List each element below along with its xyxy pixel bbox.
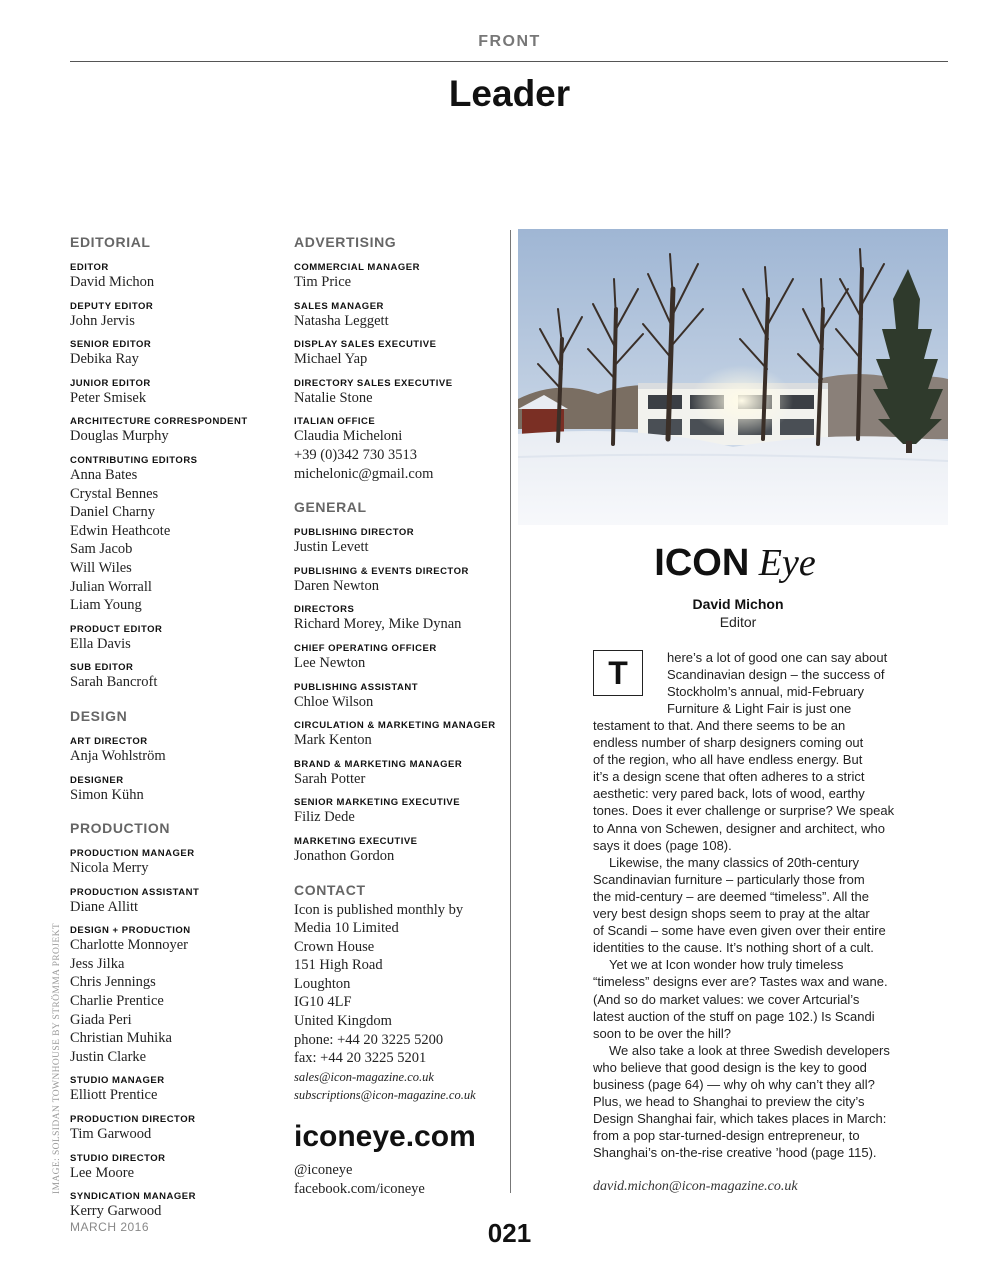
title-eye-word: Eye [758,542,816,584]
staff-name: Sarah Potter [294,770,366,787]
staff-name: Crystal Bennes [70,485,159,502]
role-label: ART DIRECTOR [70,735,148,747]
editor-email-link[interactable]: david.michon@icon-magazine.co.uk [593,1179,798,1194]
masthead-column-right [294,224,504,1198]
role-label: SUB EDITOR [70,662,134,674]
drop-cap: T [593,650,643,696]
article-line: aesthetic: very pared back, lots of wood, earthy [593,786,865,802]
role-label: DESIGN + PRODUCTION [70,925,191,937]
staff-name: Anna Bates [70,466,138,483]
role-label: DISPLAY SALES EXECUTIVE [294,339,437,351]
article-line: “timeless” designs ever are? Tastes wax and wane. [593,974,888,990]
staff-name: Lee Moore [70,1164,135,1181]
article-line: tones. Does it ever challenge or surprise? We speak [593,803,895,819]
staff-name: Diane Allitt [70,898,139,915]
role-label: PRODUCTION DIRECTOR [70,1114,196,1126]
staff-name: Tim Price [294,274,352,290]
article-body-intro [667,649,952,717]
staff-name: Douglas Murphy [70,428,169,445]
staff-name: Lee Newton [294,654,366,671]
staff-name: Simon Kühn [70,786,144,803]
staff-name: Daniel Charny [70,504,155,521]
staff-name: +39 (0)342 730 3513 [294,446,417,463]
staff-name: Sam Jacob [70,541,133,558]
article-line: from a pop star-turned-design entrepreneur, to [593,1128,860,1144]
role-label: MARKETING EXECUTIVE [294,835,418,847]
staff-name: Filiz Dede [294,809,355,826]
article-line: We also take a look at three Swedish developers [609,1042,890,1058]
role-label: DIRECTORS [294,604,355,616]
article-line: testament to that. And there seems to be an [593,718,846,733]
role-label: PUBLISHING ASSISTANT [294,681,419,693]
staff-name: Mark Kenton [294,732,372,749]
hero-photo [518,229,948,525]
staff-name: Will Wiles [70,559,132,576]
staff-name: Anja Wohlström [70,747,166,764]
contact-email-link[interactable]: sales@icon-magazine.co.uk [294,1069,434,1084]
article-line: Yet we at Icon wonder how truly timeless [609,957,844,973]
article-line: endless number of sharp designers coming out [593,735,864,751]
role-label: PUBLISHING DIRECTOR [294,527,415,539]
contact-email-link[interactable]: subscriptions@icon-magazine.co.uk [294,1088,476,1103]
production-heading: PRODUCTION [70,820,171,837]
staff-name: Justin Clarke [70,1048,147,1065]
article-line: business (page 64) — why oh why can’t they all? [593,1076,875,1092]
design-group [70,706,280,804]
masthead-column-left [70,224,280,1221]
design-heading: DESIGN [70,707,128,724]
general-heading: GENERAL [294,499,367,516]
role-label: COMMERCIAL MANAGER [294,262,420,273]
editorial-group [70,232,280,692]
role-label: DIRECTORY SALES EXECUTIVE [294,377,453,389]
role-label: CHIEF OPERATING OFFICER [294,642,437,654]
role-label: ITALIAN OFFICE [294,416,376,428]
article-line: of Scandi – some have even given over their entire [593,923,886,939]
article-line: Plus, we head to Shanghai to preview the city’s [593,1094,865,1110]
role-label: DEPUTY EDITOR [70,300,154,312]
social-links [294,1161,504,1198]
advertising-heading: ADVERTISING [294,234,397,250]
staff-name: Daren Newton [294,577,379,594]
header-rule [70,61,948,62]
staff-name: Ella Davis [70,635,131,652]
production-group [70,818,280,1221]
section-label: FRONT [478,33,541,50]
article-line: it’s a design scene that often adheres to a strict [593,769,865,785]
author-role: Editor [719,614,757,630]
author-name: David Michon [692,596,784,612]
article-line: here’s a lot of good one can say about [667,650,888,665]
article-line: to Anna von Schewen, designer and architect, who [593,820,885,836]
title-icon-word: ICON [654,542,750,584]
article-line: Likewise, the many classics of 20th-century [609,854,859,870]
staff-name: Charlie Prentice [70,993,164,1010]
article-title [570,541,900,585]
role-label: STUDIO DIRECTOR [70,1152,166,1164]
staff-name: Edwin Heathcote [70,522,171,539]
role-label: SALES MANAGER [294,300,384,312]
staff-name: Charlotte Monnoyer [70,937,188,954]
social-link[interactable]: @iconeye [294,1162,353,1179]
staff-name: michelonic@gmail.com [294,465,434,482]
role-label: STUDIO MANAGER [70,1075,165,1087]
staff-name: Tim Garwood [70,1126,152,1143]
article-line: who believe that good design is the key to good [593,1059,867,1075]
staff-name: Claudia Micheloni [294,428,403,445]
role-label: SYNDICATION MANAGER [70,1191,196,1203]
contact-line: United Kingdom [294,1013,392,1030]
article-line: of the region, who all have endless energy. But [593,752,863,768]
contact-line: fax: +44 20 3225 5201 [294,1050,427,1067]
contact-line: Icon is published monthly by [294,901,464,918]
role-label: JUNIOR EDITOR [70,377,151,389]
contact-line: Media 10 Limited [294,920,399,937]
page-number: 021 [487,1218,532,1248]
staff-name: Richard Morey, Mike Dynan [294,616,462,633]
staff-name: David Michon [70,274,155,290]
staff-name: Jess Jilka [70,955,125,972]
role-label: EDITOR [70,262,109,273]
article-line: very best design shops seem to pray at the altar [593,906,870,922]
column-divider [510,230,511,1193]
contact-line: 151 High Road [294,957,383,974]
general-group [294,497,504,865]
article-line: Furniture & Light Fair is just one [667,701,852,717]
staff-name: Justin Levett [294,539,369,556]
article-line: Design Shanghai fair, which takes places in March: [593,1111,887,1127]
article-line: says it does (page 108). [593,837,732,853]
article-line: the mid-century – are deemed “timeless”. All the [593,888,870,904]
article-line: latest auction of the stuff on page 102.) Is Scandi [593,1008,875,1024]
staff-name: Natalie Stone [294,389,373,406]
social-link[interactable]: facebook.com/iconeye [294,1180,425,1197]
staff-name: Natasha Leggett [294,312,389,329]
role-label: BRAND & MARKETING MANAGER [294,758,463,770]
staff-name: Chloe Wilson [294,693,374,710]
staff-name: Debika Ray [70,351,139,368]
advertising-group [294,232,504,483]
article-line: Stockholm’s annual, mid-February [667,684,865,700]
staff-name: Nicola Merry [70,860,149,877]
page-title: Leader [448,73,571,114]
article-line: identities to the cause. It’s nothing short of a cult. [593,940,874,956]
staff-name: Chris Jennings [70,974,156,991]
editorial-heading: EDITORIAL [70,234,151,250]
staff-name: Kerry Garwood [70,1203,162,1220]
staff-name: Liam Young [70,597,142,614]
contact-group [294,880,504,1199]
role-label: PRODUCTION MANAGER [70,848,195,860]
staff-name: Jonathon Gordon [294,847,395,864]
staff-name: Julian Worrall [70,578,152,595]
article-line: Shanghai’s on-the-rise creative ’hood (page 115). [593,1145,877,1161]
photo-credit: IMAGE: SOLSIDAN TOWNHOUSE BY STRÖMMA PROJEKT [52,922,62,1194]
role-label: PRODUCTION ASSISTANT [70,886,200,898]
townhouse-snow-photo [518,229,948,525]
staff-name: Christian Muhika [70,1030,172,1047]
article-line: soon to be over the hill? [593,1025,732,1041]
article-line: (And so do market values: we cover Artcurial’s [593,991,860,1007]
contact-line: Crown House [294,938,375,955]
article-body [593,717,948,1161]
role-label: DESIGNER [70,774,124,786]
staff-name: Peter Smisek [70,389,147,406]
role-label: ARCHITECTURE CORRESPONDENT [70,416,248,428]
article-line: Scandinavian design – the success of [667,667,885,683]
staff-name: Elliott Prentice [70,1087,158,1104]
contact-emails [294,1068,504,1105]
article-line: Scandinavian furniture – particularly those from [593,871,865,887]
role-label: SENIOR EDITOR [70,339,152,351]
staff-name: Michael Yap [294,351,368,368]
staff-name: Giada Peri [70,1011,132,1028]
role-label: CIRCULATION & MARKETING MANAGER [294,720,496,732]
role-label: SENIOR MARKETING EXECUTIVE [294,797,461,809]
website-link[interactable]: iconeye.com [294,1120,476,1154]
contact-lines [294,901,504,1068]
role-label: PUBLISHING & EVENTS DIRECTOR [294,565,469,577]
role-label: CONTRIBUTING EDITORS [70,454,198,466]
role-label: PRODUCT EDITOR [70,623,163,635]
staff-name: John Jervis [70,312,135,329]
contact-line: Loughton [294,975,351,992]
contact-line: phone: +44 20 3225 5200 [294,1031,444,1048]
staff-name: Sarah Bancroft [70,674,158,691]
contact-heading: CONTACT [294,881,366,898]
issue-date: MARCH 2016 [70,1220,150,1234]
contact-line: IG10 4LF [294,994,352,1011]
